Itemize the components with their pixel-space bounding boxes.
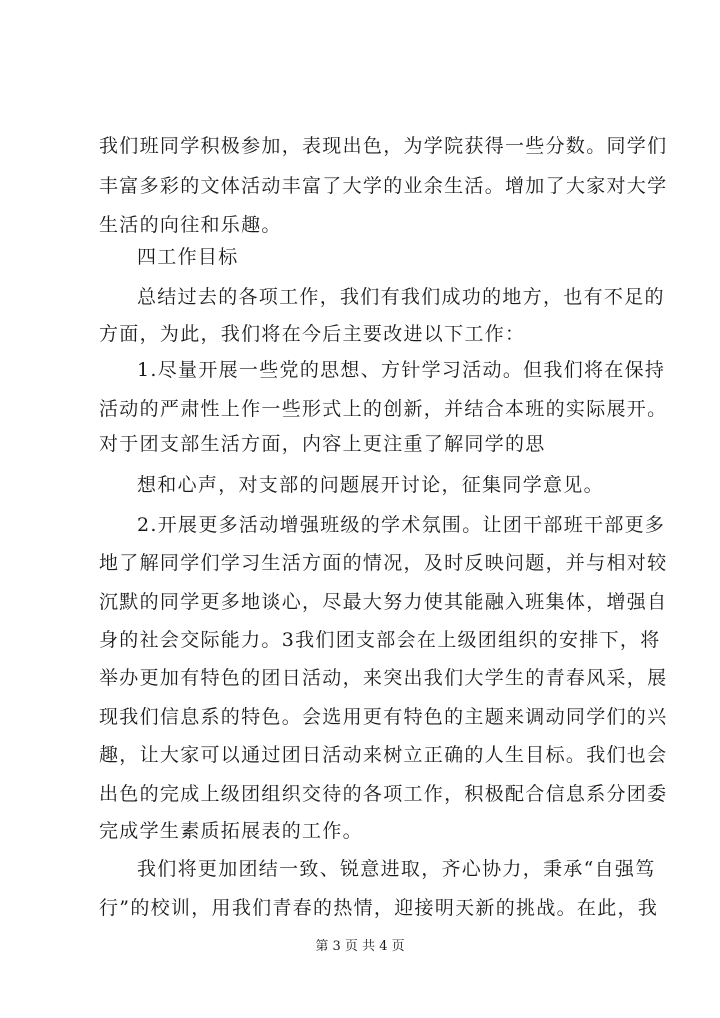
text-line: 现我们信息系的特色。会选用更有特色的主题来调动同学们的兴	[99, 706, 668, 728]
text-line: 身的社会交际能力。3我们团支部会在上级团组织的安排下，将	[99, 629, 661, 651]
text-line: 活动的严肃性上作一些形式上的创新，并结合本班的实际展开。	[99, 398, 668, 420]
text-line: 完成学生素质拓展表的工作。	[99, 820, 363, 842]
text-line: 我们将更加团结一致、锐意进取，齐心协力，秉承“自强笃	[137, 858, 656, 880]
section-heading: 四工作目标	[137, 246, 239, 268]
text-line: 丰富多彩的文体活动丰富了大学的业余生活。增加了大家对大学	[99, 175, 668, 197]
text-line: 地了解同学们学习生活方面的情况，及时反映问题，并与相对较	[99, 552, 668, 574]
text-line: 想和心声，对支部的问题展开讨论，征集同学意见。	[137, 474, 604, 496]
text-line: 出色的完成上级团组织交待的各项工作，积极配合信息系分团委	[99, 783, 668, 805]
text-line: 趣，让大家可以通过团日活动来树立正确的人生目标。我们也会	[99, 744, 668, 766]
page-number-footer: 第 3 页 共 4 页	[315, 939, 405, 954]
text-line: 方面，为此，我们将在今后主要改进以下工作：	[99, 323, 526, 345]
text-line: 对于团支部生活方面，内容上更注重了解同学的思	[99, 433, 546, 455]
text-line: 2.开展更多活动增强班级的学术氛围。让团干部班干部更多	[137, 514, 666, 536]
text-line: 我们班同学积极参加，表现出色，为学院获得一些分数。同学们	[99, 135, 668, 157]
text-line: 总结过去的各项工作，我们有我们成功的地方，也有不足的	[137, 286, 665, 308]
text-line: 1.尽量开展一些党的思想、方针学习活动。但我们将在保持	[137, 359, 666, 381]
text-line: 举办更加有特色的团日活动，来突出我们大学生的青春风采，展	[99, 667, 668, 689]
text-line: 生活的向往和乐趣。	[99, 214, 282, 236]
text-line: 沉默的同学更多地谈心，尽最大努力使其能融入班集体，增强自	[99, 591, 668, 613]
text-line: 行”的校训，用我们青春的热情，迎接明天新的挑战。在此，我	[99, 897, 659, 919]
